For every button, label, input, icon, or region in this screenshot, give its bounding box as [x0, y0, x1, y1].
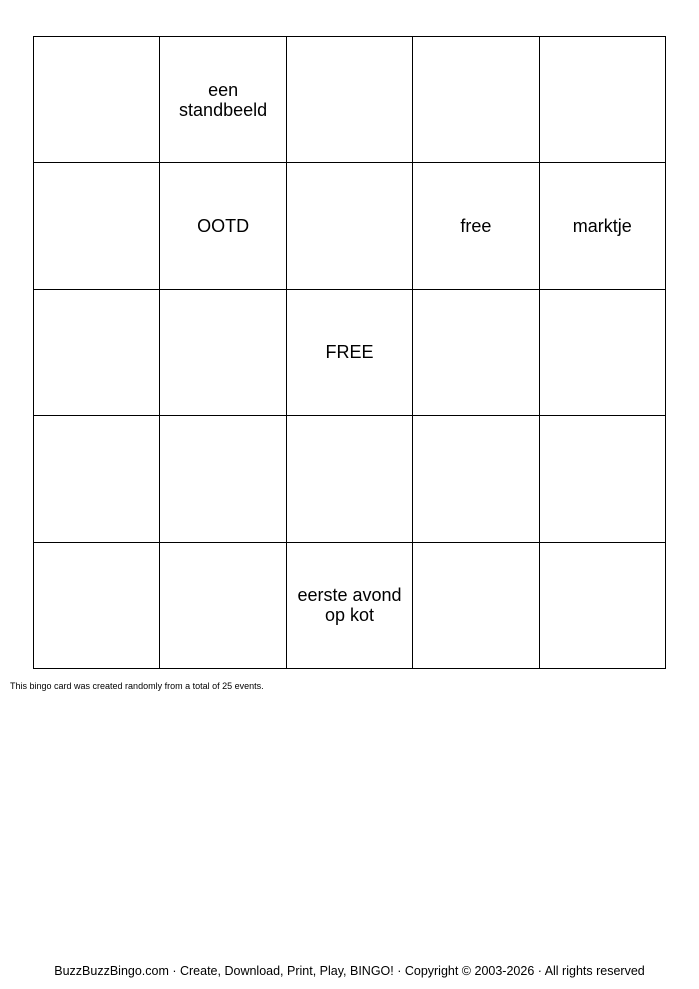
bingo-cell-r1c1 [34, 37, 160, 163]
bingo-cell-r1c3 [287, 37, 413, 163]
bingo-cell-r4c4 [413, 416, 539, 542]
bingo-cell-r5c4 [413, 543, 539, 669]
bingo-cell-r4c2 [160, 416, 286, 542]
bingo-cell-r4c3 [287, 416, 413, 542]
bingo-cell-r3c1 [34, 290, 160, 416]
bingo-cell-r1c2 [160, 37, 286, 163]
bingo-cell-r2c3 [287, 163, 413, 289]
bingo-cell-r5c5 [540, 543, 666, 669]
bingo-cell-r1c4 [413, 37, 539, 163]
bingo-cell-r2c2 [160, 163, 286, 289]
bingo-cell-r5c1 [34, 543, 160, 669]
bingo-cell-r3c2 [160, 290, 286, 416]
bingo-cell-r3c5 [540, 290, 666, 416]
bingo-cell-text: free [460, 216, 492, 237]
bingo-cell-r5c3 [287, 543, 413, 669]
card-generation-note: This bingo card was created randomly from a total of 25 events. [10, 681, 264, 691]
bingo-cell-r1c5 [540, 37, 666, 163]
bingo-cell-r2c5 [540, 163, 666, 289]
bingo-cell-r4c5 [540, 416, 666, 542]
page-footer: BuzzBuzzBingo.com · Create, Download, Print, Play, BINGO! · Copyright © 2003-2026 · All rights reserved [54, 964, 645, 978]
bingo-cell-r4c1 [34, 416, 160, 542]
bingo-cell-text: FREE [325, 342, 374, 363]
bingo-cell-r5c2 [160, 543, 286, 669]
bingo-cell-text: eerste avond op kot [297, 585, 402, 626]
bingo-cell-text: een standbeeld [179, 79, 268, 120]
bingo-cell-text: marktje [572, 216, 632, 237]
bingo-cell-text: OOTD [197, 216, 250, 237]
bingo-cell-r2c1 [34, 163, 160, 289]
bingo-cell-free-space [287, 290, 413, 416]
bingo-card-grid [33, 36, 666, 669]
bingo-cell-r3c4 [413, 290, 539, 416]
bingo-cell-r2c4 [413, 163, 539, 289]
